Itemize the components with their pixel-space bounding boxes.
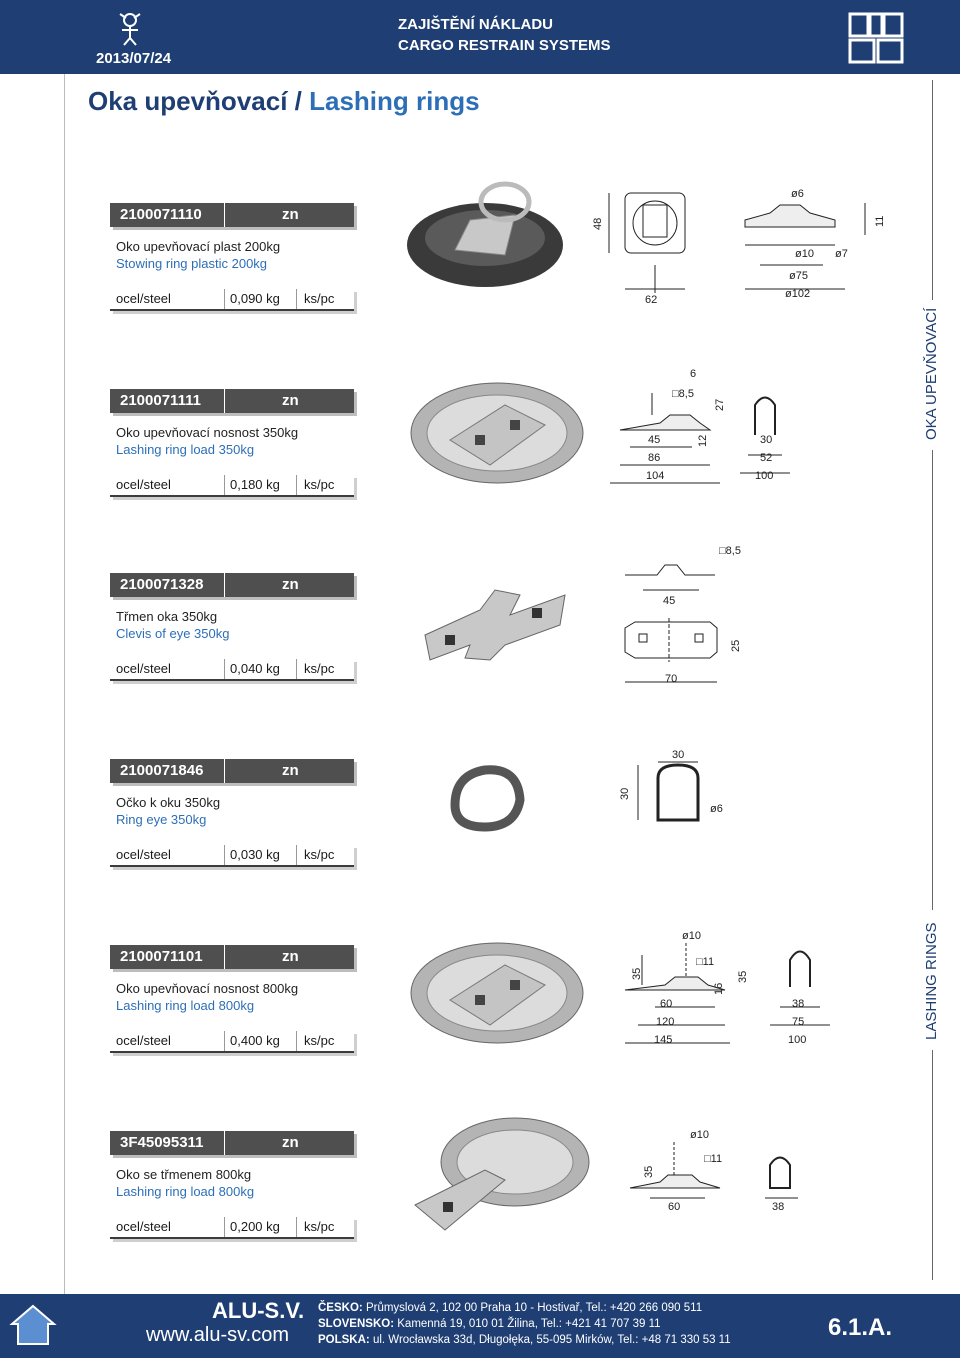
footer-addresses: [318, 1300, 731, 1348]
product-meta: [110, 659, 354, 681]
dim-label: ø75: [789, 270, 808, 282]
product-finish: zn: [282, 576, 299, 593]
technical-drawing-2: [610, 355, 810, 490]
product-material: ocel/steel: [116, 847, 171, 862]
product-code-bar: [110, 203, 354, 227]
side-rule: [932, 450, 933, 910]
product-material: ocel/steel: [116, 1219, 171, 1234]
dim-label: ø6: [710, 803, 723, 815]
dim-label: 35: [643, 1165, 655, 1178]
footer-sk-address: Kamenná 19, 010 01 Žilina, Tel.: +421 41 707 39 11: [397, 1318, 661, 1330]
page-title-en: Lashing rings: [309, 86, 480, 116]
product-code: 2100071328: [120, 576, 204, 593]
page-number: 6.1.A.: [828, 1314, 893, 1341]
product-unit: ks/pc: [304, 291, 335, 306]
product-meta: [110, 1031, 354, 1053]
product-unit: ks/pc: [304, 1033, 335, 1048]
product-card: [110, 759, 354, 867]
dim-label: ø102: [785, 288, 811, 300]
product-material: ocel/steel: [116, 1033, 171, 1048]
dim-label: 38: [792, 998, 805, 1010]
product-photo-ring-800: [405, 935, 590, 1050]
product-finish: zn: [282, 392, 299, 409]
footer-pl-label: POLSKA:: [318, 1334, 370, 1346]
product-material: ocel/steel: [116, 291, 171, 306]
product-unit: ks/pc: [304, 477, 335, 492]
dim-label: 60: [668, 1201, 681, 1213]
dim-label: 70: [665, 673, 678, 685]
footer-cz-address: Průmyslová 2, 102 00 Praha 10 - Hostivař, Tel.: +420 266 090 511: [365, 1302, 703, 1314]
product-weight: 0,180 kg: [230, 477, 280, 492]
product-weight: 0,400 kg: [230, 1033, 280, 1048]
footer-brand: ALU-S.V.: [212, 1298, 305, 1323]
side-rule: [932, 1050, 933, 1280]
product-card: [110, 203, 354, 311]
product-code-bar: [110, 945, 354, 969]
header-bar: [0, 0, 960, 74]
side-label-bottom-text: LASHING RINGS: [923, 922, 940, 1040]
product-photo-ring-clevis: [405, 1110, 595, 1235]
dim-label: □11: [704, 1153, 723, 1165]
dim-label: 6: [690, 368, 697, 380]
product-material: ocel/steel: [116, 477, 171, 492]
technical-drawing-5: [620, 925, 840, 1055]
technical-drawing-4: [610, 740, 750, 840]
dim-label: 35: [631, 967, 643, 980]
product-unit: ks/pc: [304, 1219, 335, 1234]
product-finish: zn: [282, 762, 299, 779]
dim-label: 145: [654, 1034, 673, 1046]
dim-label: □11: [696, 956, 715, 968]
product-name-cz: Oko se třmenem 800kg: [116, 1167, 252, 1182]
product-name-en: Lashing ring load 800kg: [116, 998, 255, 1013]
product-finish: zn: [282, 948, 299, 965]
dim-label: 11: [874, 215, 886, 227]
product-name-en: Clevis of eye 350kg: [116, 626, 230, 641]
product-code: 3F45095311: [120, 1134, 204, 1151]
dim-label: ø10: [682, 930, 701, 942]
home-icon[interactable]: [10, 1304, 56, 1346]
side-rule: [932, 80, 933, 300]
dim-label: ø10: [690, 1129, 709, 1141]
dim-label: 100: [788, 1034, 807, 1046]
product-photo-plastic-ring: [400, 180, 570, 290]
technical-drawing-3: [615, 540, 755, 690]
product-material: ocel/steel: [116, 661, 171, 676]
product-meta: [110, 289, 354, 311]
product-code-bar: [110, 759, 354, 783]
alu-sv-logo: [846, 12, 910, 66]
footer-cz-label: ČESKO:: [318, 1302, 363, 1314]
dim-label: 45: [648, 434, 661, 446]
dim-label: 100: [755, 470, 774, 482]
dim-label: 104: [646, 470, 665, 482]
footer-website[interactable]: www.alu-sv.com: [146, 1324, 289, 1346]
dim-label: ø6: [791, 188, 804, 200]
product-card: [110, 573, 354, 681]
product-weight: 0,090 kg: [230, 291, 280, 306]
product-name-en: Stowing ring plastic 200kg: [116, 256, 268, 271]
mascot-icon: [114, 10, 146, 46]
side-label-bottom: [923, 922, 940, 1040]
product-code: 2100071111: [120, 392, 201, 409]
product-code: 2100071846: [120, 762, 204, 779]
dim-label: □8,5: [719, 545, 741, 557]
footer-sk-label: SLOVENSKO:: [318, 1318, 395, 1330]
dim-label: 52: [760, 452, 773, 464]
footer-pl-address: ul. Wrocławska 33d, Długołęka, 55-095 Mirków, Tel.: +48 71 330 53 11: [372, 1334, 731, 1346]
product-meta: [110, 1217, 354, 1239]
dim-label: 62: [645, 294, 658, 306]
product-meta: [110, 845, 354, 867]
side-label-top: [923, 308, 940, 440]
header-date: 2013/07/24: [96, 50, 172, 67]
dim-label: 48: [592, 217, 604, 230]
page-title-cz: Oka upevňovací /: [88, 86, 302, 116]
dim-label: 12: [697, 434, 709, 447]
left-margin-rule: [64, 74, 65, 1294]
dim-label: 38: [772, 1201, 785, 1213]
product-code: 2100071101: [120, 948, 203, 965]
product-name-cz: Oko upevňovací plast 200kg: [116, 239, 281, 254]
product-code-bar: [110, 573, 354, 597]
product-name-cz: Očko k oku 350kg: [116, 795, 221, 810]
product-photo-ring-350: [405, 375, 590, 490]
product-name-en: Ring eye 350kg: [116, 812, 207, 827]
product-code: 2100071110: [120, 206, 202, 223]
product-photo-clevis: [420, 580, 570, 670]
dim-label: 27: [714, 398, 726, 411]
product-name-cz: Oko upevňovací nosnost 350kg: [116, 425, 299, 440]
product-code-bar: [110, 1131, 354, 1155]
product-card: [110, 945, 354, 1053]
product-finish: zn: [282, 206, 299, 223]
product-unit: ks/pc: [304, 661, 335, 676]
dim-label: 30: [672, 749, 685, 761]
product-card: [110, 389, 354, 497]
dim-label: 35: [737, 970, 749, 983]
product-card: [110, 1131, 354, 1239]
product-finish: zn: [282, 1134, 299, 1151]
dim-label: ø7: [835, 248, 848, 260]
product-photo-ring-eye: [440, 755, 530, 835]
dim-label: 86: [648, 452, 661, 464]
dim-label: 120: [656, 1016, 675, 1028]
header-title-cz: ZAJIŠTĚNÍ NÁKLADU: [398, 16, 554, 33]
side-label-top-text: OKA UPEVŇOVACÍ: [923, 307, 940, 440]
product-weight: 0,200 kg: [230, 1219, 280, 1234]
dim-label: 75: [792, 1016, 805, 1028]
dim-label: ø10: [795, 248, 814, 260]
product-name-en: Lashing ring load 350kg: [116, 442, 255, 457]
dim-label: 60: [660, 998, 673, 1010]
dim-label: 45: [663, 595, 676, 607]
technical-drawing-6: [620, 1120, 820, 1220]
page-title: [88, 86, 480, 117]
product-code-bar: [110, 389, 354, 413]
product-name-cz: Třmen oka 350kg: [116, 609, 218, 624]
dim-label: 30: [760, 434, 773, 446]
product-meta: [110, 475, 354, 497]
product-weight: 0,040 kg: [230, 661, 280, 676]
dim-label: 30: [619, 787, 631, 800]
product-unit: ks/pc: [304, 847, 335, 862]
header-title-en: CARGO RESTRAIN SYSTEMS: [398, 37, 611, 54]
technical-drawing-1: [592, 185, 886, 310]
dim-label: 16: [713, 982, 725, 995]
product-weight: 0,030 kg: [230, 847, 280, 862]
product-name-cz: Oko upevňovací nosnost 800kg: [116, 981, 299, 996]
footer-bar: [0, 1294, 960, 1358]
dim-label: 25: [730, 639, 742, 652]
dim-label: □8,5: [672, 388, 694, 400]
product-name-en: Lashing ring load 800kg: [116, 1184, 255, 1199]
